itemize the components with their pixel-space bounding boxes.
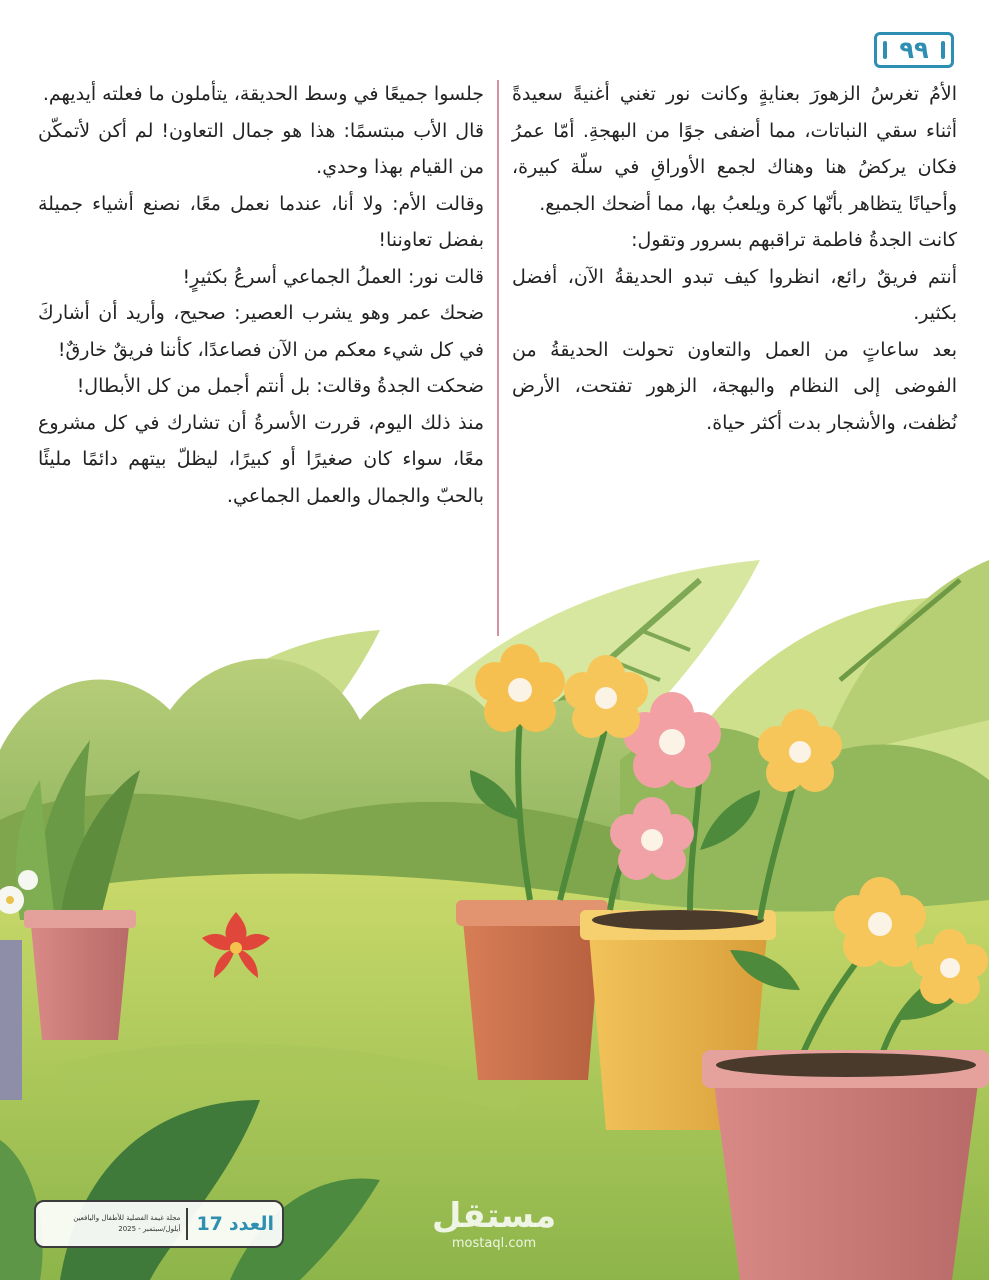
issue-date: أيلول/سبتمبر - 2025 xyxy=(118,1225,181,1233)
issue-badge xyxy=(34,1200,284,1248)
text-column-left xyxy=(38,76,484,514)
paragraph: جلسوا جميعًا في وسط الحديقة، يتأملون ما فعلته أيديهم. xyxy=(42,83,484,105)
paragraph: ضحك عمر وهو يشرب العصير: صحيح، وأريد أن أشاركَ في كل شيء معكم من الآن فصاعدًا، كأننا فريقٌ خارقٌ! xyxy=(38,302,484,361)
paragraph: منذ ذلك اليوم، قررت الأسرةُ أن تشارك في كل مشروع معًا، سواء كان صغيرًا أو كبيرًا، ليظلّ بيتهم دائمًا مليئًا بالحبّ والجمال والعمل الجماعي. xyxy=(38,411,484,507)
garden-illustration xyxy=(0,520,989,1280)
paragraph: كانت الجدةُ فاطمة تراقبهم بسرور وتقول: xyxy=(631,229,957,251)
column-divider xyxy=(497,80,499,636)
magazine-info xyxy=(73,1213,180,1235)
issue-number: 17 xyxy=(196,1213,223,1235)
magazine-name: مجلة غيمة الفصلية للأطفال واليافعين xyxy=(73,1214,181,1222)
paragraph: الأمُ تغرسُ الزهورَ بعنايةٍ وكانت نور تغني أغنيةً سعيدةً أثناء سقي النباتات، مما أضفى جوًا من البهجةِ. أمّا عمرُ فكان يركضُ هنا وهناك لجمع الأوراقِ في سلّة كبيرة، وأحيانًا يتظاهر بأنّها كرة ويلعبُ بها، مما أضحك الجميع. xyxy=(512,83,957,215)
paragraph: قالت نور: العملُ الجماعي أسرعُ بكثيرٍ! xyxy=(182,265,484,288)
paragraph: قال الأب مبتسمًا: هذا هو جمال التعاون! لم أكن لأتمكّن من القيام بهذا وحدي. xyxy=(38,119,484,178)
paragraph: أنتم فريقٌ رائع، انظروا كيف تبدو الحديقةُ الآن، أفضل بكثير. xyxy=(512,265,957,324)
large-pink-pot xyxy=(702,1050,989,1280)
paragraph: وقالت الأم: ولا أنا، عندما نعمل معًا، نصنع أشياء جميلة بفضل تعاوننا! xyxy=(38,192,484,251)
text-column-right xyxy=(512,76,957,441)
watermark-site: mostaql.com xyxy=(451,1236,537,1251)
paragraph: ضحكت الجدةُ وقالت: بل أنتم أجمل من كل الأبطال! xyxy=(76,375,484,397)
issue-label: العدد xyxy=(228,1213,274,1235)
paragraph: بعد ساعاتٍ من العمل والتعاون تحولت الحديقةُ من الفوضى إلى النظام والبهجة، الزهور تفتحت، الأرض نُظفت، والأشجار بدت أكثر حياة. xyxy=(512,338,957,434)
watermark-word: مستقل xyxy=(431,1196,557,1236)
watermark xyxy=(424,1196,564,1252)
badge-separator xyxy=(186,1208,188,1240)
page-number: ٩٩ xyxy=(874,32,954,68)
